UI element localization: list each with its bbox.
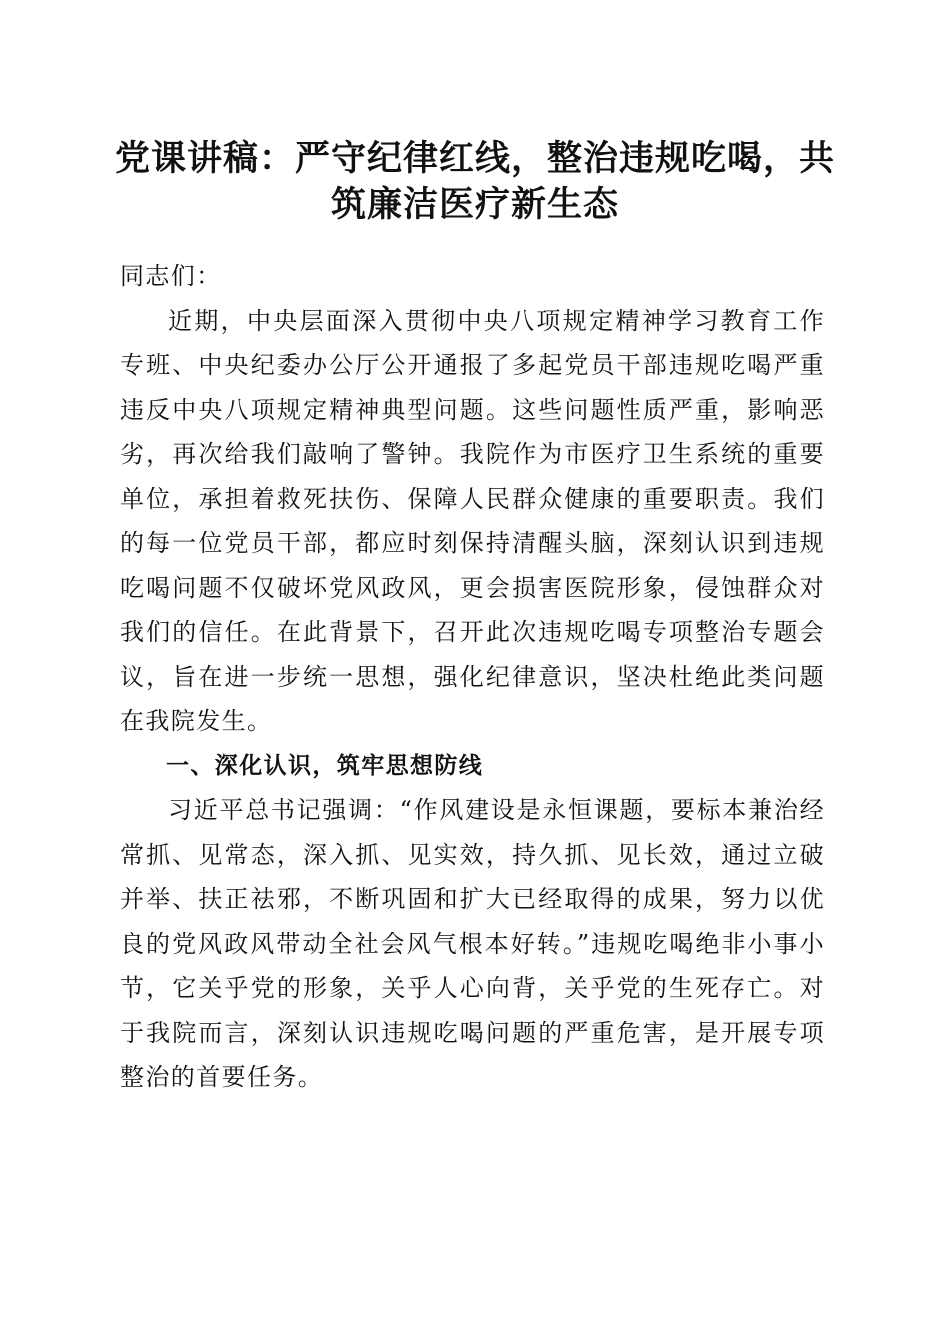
- intro-paragraph: 近期，中央层面深入贯彻中央八项规定精神学习教育工作专班、中央纪委办公厅公开通报了多起党员干部违规吃喝严重违反中央八项规定精神典型问题。这些问题性质严重，影响恶劣，再次给我们敲响了警钟。我院作为市医疗卫生系统的重要单位，承担着救死扶伤、保障人民群众健康的重要职责。我们的每一位党员干部，都应时刻保持清醒头脑，深刻认识到违规吃喝问题不仅破坏党风政风，更会损害医院形象，侵蚀群众对我们的信任。在此背景下，召开此次违规吃喝专项整治专题会议，旨在进一步统一思想，强化纪律意识，坚决杜绝此类问题在我院发生。: [120, 306, 825, 735]
- document-body: [120, 254, 825, 1100]
- section-heading: 一、深化认识，筑牢思想防线: [166, 752, 484, 779]
- salutation: 同志们：: [120, 262, 222, 290]
- section-paragraph: 习近平总书记强调：“作风建设是永恒课题，要标本兼治经常抓、见常态，深入抓、见实效，持久抓、见长效，通过立破并举、扶正祛邪，不断巩固和扩大已经取得的成果，努力以优良的党风政风带动全社会风气根本好转。”违规吃喝绝非小事小节，它关乎党的形象，关乎人心向背，关乎党的生死存亡。对于我院而言，深刻认识违规吃喝问题的严重危害，是开展专项整治的首要任务。: [120, 796, 825, 1091]
- document-title: 党课讲稿：严守纪律红线，整治违规吃喝，共筑廉洁医疗新生态: [114, 138, 835, 225]
